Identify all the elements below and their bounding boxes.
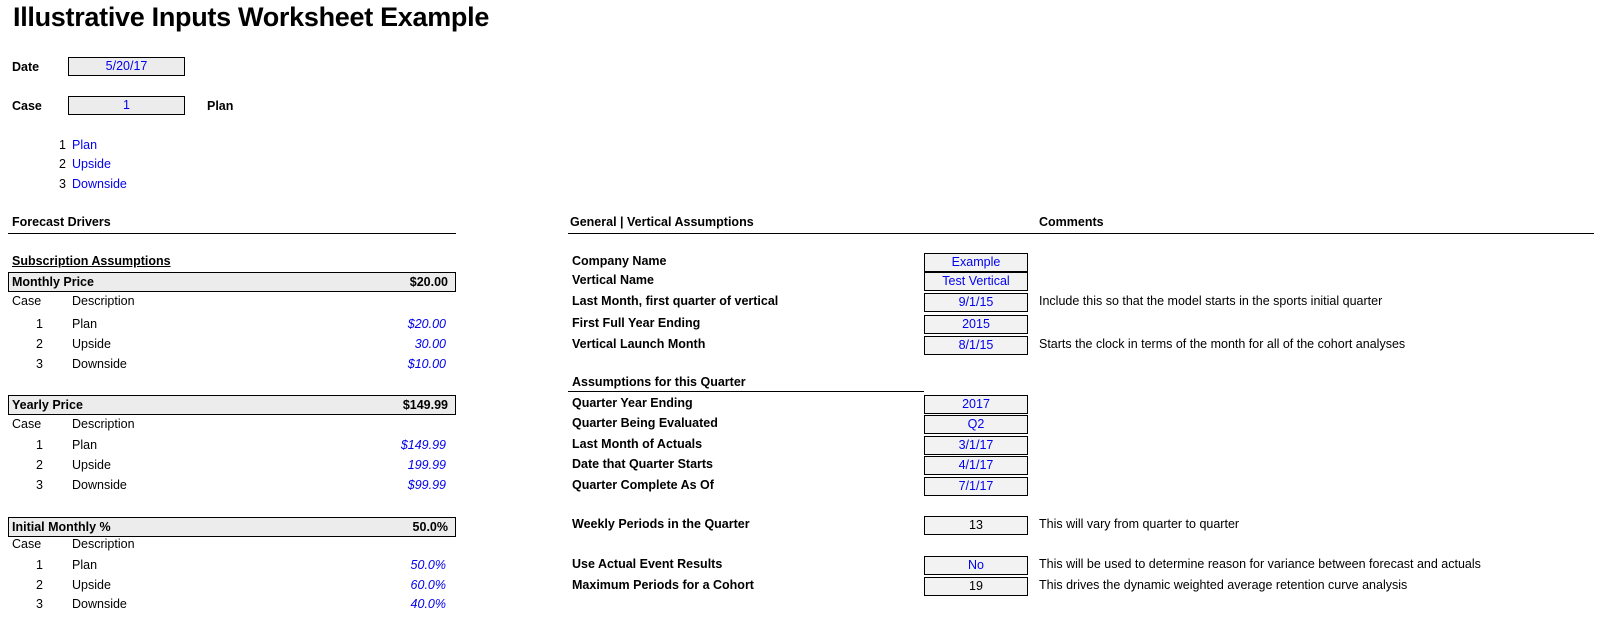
case-num: 1 xyxy=(36,558,43,572)
actual-event-label: Use Actual Event Results xyxy=(572,557,723,571)
case-desc: Upside xyxy=(72,458,111,472)
case-value-input[interactable]: 60.0% xyxy=(410,578,446,592)
quarter-label: Quarter Being Evaluated xyxy=(572,416,718,430)
max-periods-comment: This drives the dynamic weighted average retention curve analysis xyxy=(1039,578,1408,592)
case-value-input[interactable]: 199.99 xyxy=(407,458,446,472)
case-desc: Upside xyxy=(72,578,111,592)
case-option-num: 2 xyxy=(59,157,66,171)
quarter-assumptions-header: Assumptions for this Quarter xyxy=(572,375,746,389)
case-desc: Plan xyxy=(72,438,98,452)
company-name-input[interactable]: Example xyxy=(924,253,1028,272)
first-quarter-month-input[interactable]: 9/1/15 xyxy=(924,293,1028,312)
case-num: 2 xyxy=(36,578,43,592)
case-value-input[interactable]: $149.99 xyxy=(400,438,446,452)
case-desc: Upside xyxy=(72,337,111,351)
case-num: 2 xyxy=(36,337,43,351)
case-num: 3 xyxy=(36,478,43,492)
vertical-name-input[interactable]: Test Vertical xyxy=(924,272,1028,291)
assumption-label: Vertical Launch Month xyxy=(572,337,706,351)
quarter-year-input[interactable]: 2017 xyxy=(924,395,1028,414)
section-name: Monthly Price xyxy=(12,275,94,289)
comments-header: Comments xyxy=(1039,215,1104,229)
section-value: $20.00 xyxy=(409,275,448,289)
quarter-label: Date that Quarter Starts xyxy=(572,457,714,471)
section-name: Initial Monthly % xyxy=(12,520,111,534)
description-column-header: Description xyxy=(72,537,135,551)
first-full-year-input[interactable]: 2015 xyxy=(924,315,1028,334)
section-value: 50.0% xyxy=(412,520,448,534)
quarter-evaluated-input[interactable]: Q2 xyxy=(924,415,1028,434)
case-num: 1 xyxy=(36,438,43,452)
forecast-drivers-header: Forecast Drivers xyxy=(12,215,111,229)
case-value-input[interactable]: 50.0% xyxy=(410,558,446,572)
general-header-rule xyxy=(568,233,1594,234)
quarter-label: Quarter Year Ending xyxy=(572,396,693,410)
forecast-header-rule xyxy=(8,233,456,234)
case-column-header: Case xyxy=(12,294,42,308)
last-actuals-input[interactable]: 3/1/17 xyxy=(924,436,1028,455)
general-assumptions-header: General | Vertical Assumptions xyxy=(570,215,754,229)
case-value-input[interactable]: $99.99 xyxy=(407,478,446,492)
weekly-periods-label: Weekly Periods in the Quarter xyxy=(572,517,750,531)
case-column-header: Case xyxy=(12,537,42,551)
case-option-label: Upside xyxy=(72,157,111,171)
assumption-comment: Starts the clock in terms of the month for all of the cohort analyses xyxy=(1039,337,1406,351)
actual-event-comment: This will be used to determine reason for variance between forecast and actuals xyxy=(1039,557,1481,571)
case-value-input[interactable]: 40.0% xyxy=(410,597,446,611)
case-value-input[interactable]: 30.00 xyxy=(414,337,446,351)
case-label: Case xyxy=(12,99,42,113)
case-num: 3 xyxy=(36,357,43,371)
case-column-header: Case xyxy=(12,417,42,431)
assumption-comment: Include this so that the model starts in the sports initial quarter xyxy=(1039,294,1383,308)
quarter-start-input[interactable]: 4/1/17 xyxy=(924,456,1028,475)
page-title: Illustrative Inputs Worksheet Example xyxy=(13,2,490,32)
assumption-label: Company Name xyxy=(572,254,667,268)
max-periods-value: 19 xyxy=(924,577,1028,596)
case-desc: Downside xyxy=(72,357,127,371)
case-value-input[interactable]: $10.00 xyxy=(407,357,446,371)
case-num: 3 xyxy=(36,597,43,611)
assumption-label: Last Month, first quarter of vertical xyxy=(572,294,779,308)
description-column-header: Description xyxy=(72,294,135,308)
initial-monthly-row xyxy=(8,517,456,537)
date-input[interactable]: 5/20/17 xyxy=(68,57,185,76)
quarter-header-rule xyxy=(568,391,924,392)
weekly-periods-value: 13 xyxy=(924,516,1028,535)
case-option-num: 1 xyxy=(59,138,66,152)
case-input[interactable]: 1 xyxy=(68,96,185,115)
quarter-complete-input[interactable]: 7/1/17 xyxy=(924,477,1028,496)
yearly-price-row xyxy=(8,395,456,415)
case-option-num: 3 xyxy=(59,177,66,191)
monthly-price-row xyxy=(8,272,456,292)
case-desc: Downside xyxy=(72,478,127,492)
weekly-periods-comment: This will vary from quarter to quarter xyxy=(1039,517,1240,531)
launch-month-input[interactable]: 8/1/15 xyxy=(924,336,1028,355)
assumption-label: Vertical Name xyxy=(572,273,654,287)
case-num: 1 xyxy=(36,317,43,331)
section-name: Yearly Price xyxy=(12,398,83,412)
max-periods-label: Maximum Periods for a Cohort xyxy=(572,578,754,592)
assumption-label: First Full Year Ending xyxy=(572,316,701,330)
section-value: $149.99 xyxy=(402,398,448,412)
quarter-label: Quarter Complete As Of xyxy=(572,478,714,492)
case-desc: Plan xyxy=(72,317,98,331)
case-desc: Plan xyxy=(72,558,98,572)
case-option-label: Downside xyxy=(72,177,127,191)
quarter-label: Last Month of Actuals xyxy=(572,437,703,451)
subscription-assumptions-header: Subscription Assumptions xyxy=(12,254,171,268)
case-option-label: Plan xyxy=(72,138,98,152)
case-num: 2 xyxy=(36,458,43,472)
actual-event-input[interactable]: No xyxy=(924,556,1028,575)
date-label: Date xyxy=(12,60,40,74)
case-value-input[interactable]: $20.00 xyxy=(407,317,446,331)
case-desc: Downside xyxy=(72,597,127,611)
description-column-header: Description xyxy=(72,417,135,431)
case-name: Plan xyxy=(207,99,234,113)
